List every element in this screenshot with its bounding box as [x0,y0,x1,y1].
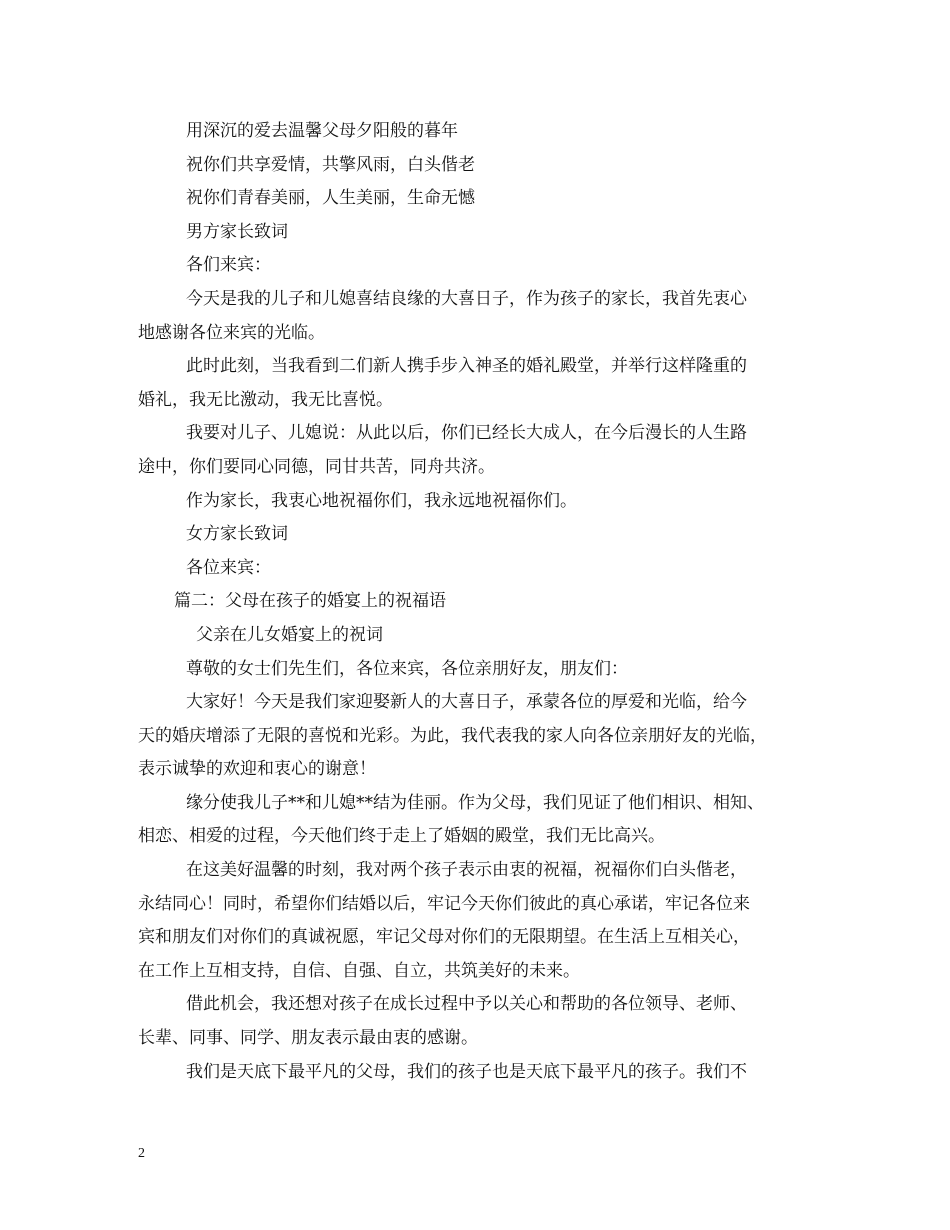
text-line: 我要对儿子、儿媳说：从此以后，你们已经长大成人，在今后漫长的人生路 [186,423,747,444]
text-line: 天的婚庆增添了无限的喜悦和光彩。为此，我代表我的家人向各位亲朋好友的光临， [138,725,767,746]
document-body [138,115,828,1089]
section-heading: 女方家长致词 [186,524,288,545]
salutation: 尊敬的女士们先生们，各位来宾，各位亲朋好友，朋友们： [186,658,628,679]
text-line: 婚礼，我无比激动，我无比喜悦。 [138,389,393,410]
text-line: 永结同心！同时，希望你们结婚以后，牢记今天你们彼此的真心承诺，牢记各位来 [138,893,750,914]
section-heading: 男方家长致词 [186,221,288,242]
text-line: 借此机会，我还想对孩子在成长过程中予以关心和帮助的各位领导、老师、 [186,994,747,1015]
text-line: 此时此刻，当我看到二们新人携手步入神圣的婚礼殿堂，并举行这样隆重的 [186,356,747,377]
text-line: 缘分使我儿子**和儿媳**结为佳丽。作为父母，我们见证了他们相识、相知、 [186,792,764,813]
salutation: 各位来宾： [186,557,271,578]
text-line: 在这美好温馨的时刻，我对两个孩子表示由衷的祝福，祝福你们白头偕老， [186,860,747,881]
subheading: 父亲在儿女婚宴上的祝词 [196,624,383,645]
text-line: 地感谢各位来宾的光临。 [138,322,325,343]
page-number: 2 [138,1146,145,1161]
text-line: 长辈、同事、同学、朋友表示最由衷的感谢。 [138,1028,478,1049]
text-line: 大家好！今天是我们家迎娶新人的大喜日子，承蒙各位的厚爱和光临，给今 [186,692,747,713]
text-line: 祝你们青春美丽，人生美丽，生命无憾 [186,188,475,209]
text-line: 我们是天底下最平凡的父母，我们的孩子也是天底下最平凡的孩子。我们不 [186,1061,747,1082]
salutation: 各们来宾： [186,255,271,276]
text-line: 在工作上互相支持，自信、自强、自立，共筑美好的未来。 [138,960,580,981]
chapter-heading: 篇二：父母在孩子的婚宴上的祝福语 [174,591,446,612]
text-line: 祝你们共享爱情，共擎风雨，白头偕老 [186,154,475,175]
text-line: 相恋、相爱的过程，今天他们终于走上了婚姻的殿堂，我们无比高兴。 [138,826,665,847]
text-line: 用深沉的爱去温馨父母夕阳般的暮年 [186,121,458,141]
text-line: 表示诚挚的欢迎和衷心的谢意！ [138,759,376,780]
text-line: 宾和朋友们对你们的真诚祝愿，牢记父母对你们的无限期望。在生活上互相关心， [138,927,750,948]
text-line: 作为家长，我衷心地祝福你们，我永远地祝福你们。 [186,490,577,511]
text-line: 途中，你们要同心同德，同甘共苦，同舟共济。 [138,456,495,477]
text-line: 今天是我的儿子和儿媳喜结良缘的大喜日子，作为孩子的家长，我首先衷心 [186,288,747,309]
